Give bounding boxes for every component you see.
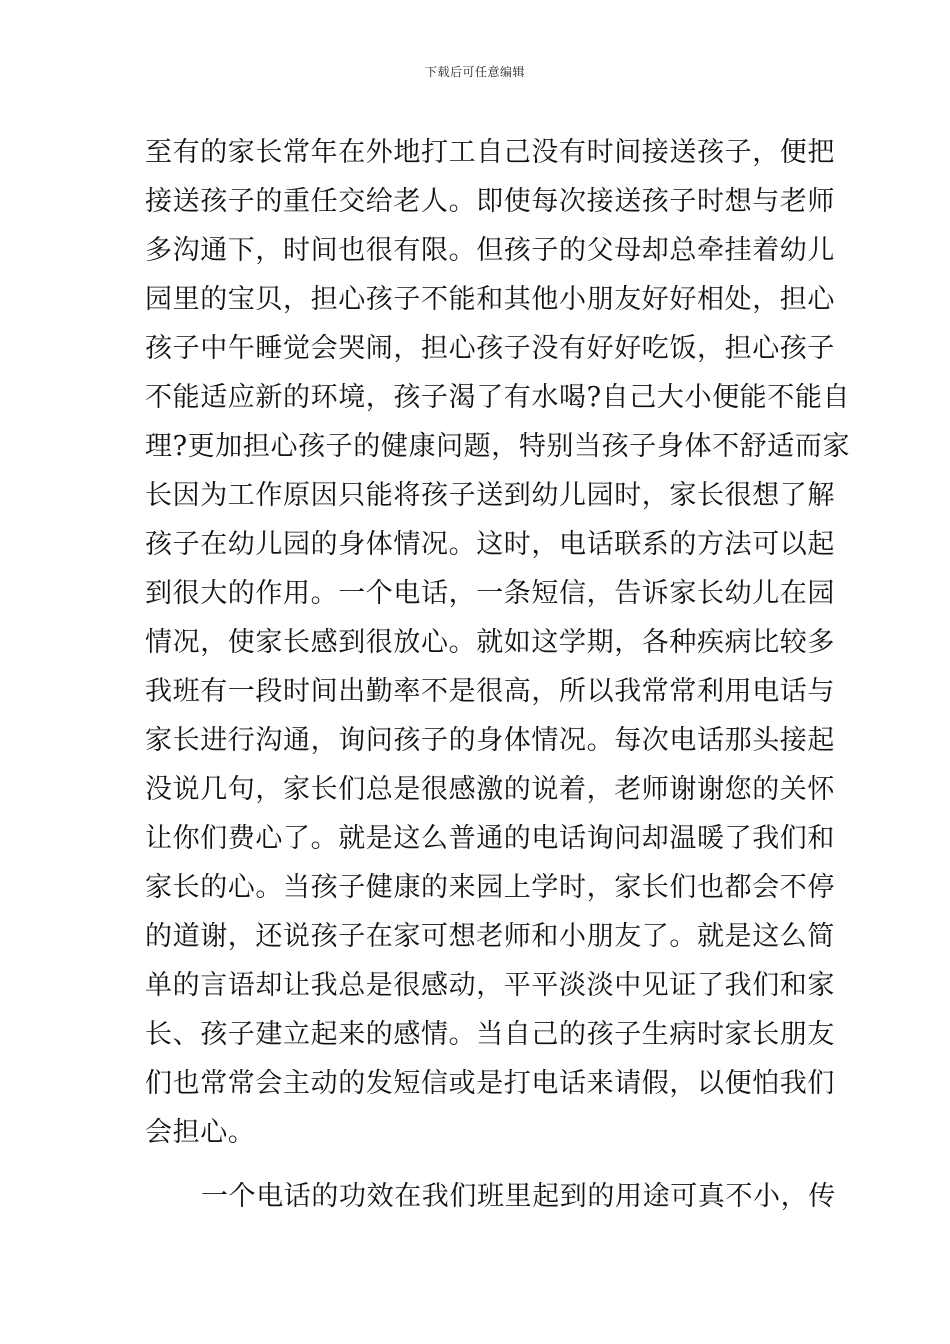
text-line: 们也常常会主动的发短信或是打电话来请假，以便怕我们	[145, 1068, 835, 1099]
text-line: 的道谢，还说孩子在家可想老师和小朋友了。就是这么简	[145, 921, 835, 952]
text-line: 长、孩子建立起来的感情。当自己的孩子生病时家长朋友	[145, 1019, 835, 1050]
text-line: 不能适应新的环境，孩子渴了有水喝?自己大小便能不能自	[145, 382, 851, 413]
paragraph-gap	[145, 1157, 813, 1172]
text-line: 我班有一段时间出勤率不是很高，所以我常常利用电话与	[145, 676, 835, 707]
text-line: 多沟通下，时间也很有限。但孩子的父母却总牵挂着幼儿	[145, 235, 835, 266]
text-line: 情况，使家长感到很放心。就如这学期，各种疾病比较多	[145, 627, 835, 658]
text-line: 单的言语却让我总是很感动，平平淡淡中见证了我们和家	[145, 970, 835, 1001]
paragraph-1	[145, 128, 851, 1157]
text-line: 一个电话的功效在我们班里起到的用途可真不小，传	[201, 1181, 836, 1212]
text-line: 园里的宝贝，担心孩子不能和其他小朋友好好相处，担心	[145, 284, 835, 315]
text-line: 到很大的作用。一个电话，一条短信，告诉家长幼儿在园	[145, 578, 835, 609]
document-body	[145, 128, 851, 1221]
page-header: 下载后可任意编辑	[424, 65, 525, 79]
paragraph-2	[145, 1172, 836, 1221]
text-line: 接送孩子的重任交给老人。即使每次接送孩子时想与老师	[145, 186, 835, 217]
text-line: 让你们费心了。就是这么普通的电话询问却温暖了我们和	[145, 823, 835, 854]
text-line: 长因为工作原因只能将孩子送到幼儿园时，家长很想了解	[145, 480, 835, 511]
text-line: 家长的心。当孩子健康的来园上学时，家长们也都会不停	[145, 872, 835, 903]
text-line: 理?更加担心孩子的健康问题，特别当孩子身体不舒适而家	[145, 431, 851, 462]
text-line: 孩子中午睡觉会哭闹，担心孩子没有好好吃饭，担心孩子	[145, 333, 835, 364]
text-line: 至有的家长常年在外地打工自己没有时间接送孩子，便把	[145, 137, 835, 168]
text-line: 家长进行沟通，询问孩子的身体情况。每次电话那头接起	[145, 725, 835, 756]
text-line: 没说几句，家长们总是很感激的说着，老师谢谢您的关怀	[145, 774, 835, 805]
text-line: 会担心。	[145, 1117, 256, 1148]
text-line: 孩子在幼儿园的身体情况。这时，电话联系的方法可以起	[145, 529, 835, 560]
